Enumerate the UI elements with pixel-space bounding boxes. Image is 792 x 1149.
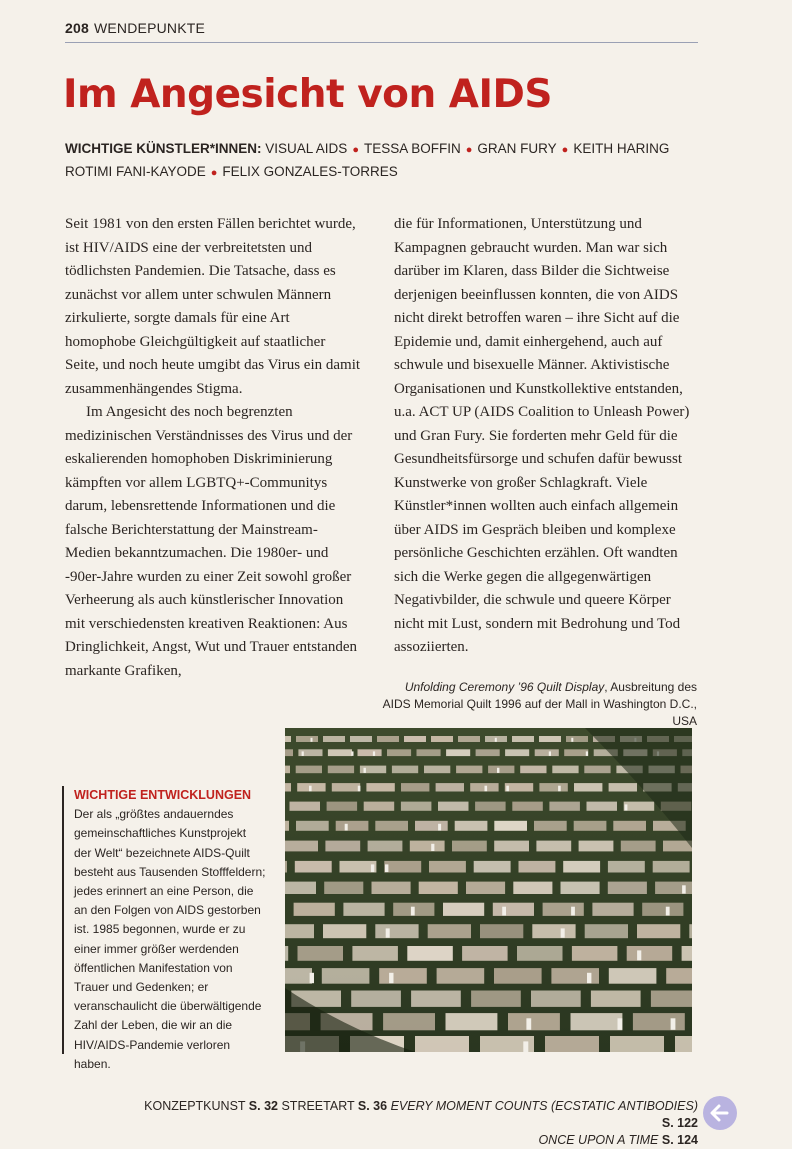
page-header [65, 20, 698, 43]
quilt-panel [352, 946, 398, 961]
quilt-panel [585, 924, 628, 938]
artist-name: KEITH HARING [573, 141, 670, 156]
artwork-title: Unfolding Ceremony ’96 Quilt Display [404, 680, 605, 694]
quilt-panel [285, 882, 316, 894]
quilt-panel [470, 783, 498, 791]
quilt-panel [517, 946, 563, 961]
quilt-panel [443, 903, 484, 916]
cross-reference-line-1 [138, 1098, 698, 1132]
quilt-panel [552, 766, 578, 774]
visitor-figure [371, 864, 374, 872]
visitor-figure [625, 804, 628, 810]
visitor-figure [526, 1018, 531, 1030]
quilt-panel [475, 802, 506, 811]
quilt-panel [566, 736, 588, 742]
bullet-separator: ● [210, 167, 218, 179]
quilt-panel [384, 861, 421, 873]
quilt-panel [513, 882, 552, 894]
cross-reference-link[interactable]: ONCE UPON A TIME [538, 1133, 659, 1147]
quilt-panel [512, 802, 543, 811]
visitor-figure [438, 824, 441, 831]
visitor-figure [373, 751, 375, 756]
quilt-panel [551, 968, 599, 984]
visitor-figure [523, 1041, 528, 1052]
quilt-panel [675, 1036, 692, 1052]
quilt-panel [285, 749, 293, 756]
quilt-panel [428, 924, 471, 938]
quilt-panel [505, 749, 529, 756]
quilt-panel [298, 946, 344, 961]
quilt-panel [285, 736, 291, 742]
quilt-panel [366, 783, 394, 791]
visitor-figure [386, 928, 390, 937]
quilt-panel [323, 736, 345, 742]
visitor-figure [586, 751, 588, 756]
key-artists-line-1 [65, 138, 705, 161]
quilt-panel [368, 841, 403, 852]
quilt-panel [608, 882, 647, 894]
quilt-panel [488, 766, 514, 774]
quilt-panel [372, 882, 411, 894]
quilt-panel [584, 766, 610, 774]
quilt-panel [415, 1036, 469, 1052]
quilt-panel [610, 1036, 664, 1052]
section-name: WENDEPUNKTE [93, 20, 206, 36]
visitor-figure [571, 738, 573, 742]
page-number: 208 [65, 20, 89, 36]
quilt-panel [410, 841, 445, 852]
key-artists [65, 138, 705, 184]
quilt-panel [494, 968, 542, 984]
body-paragraph: die für Informationen, Unterstützung und Kampagnen gebraucht wurden. Man war sich darüber im Klaren, dass Bilder die Sichtweise derjenigen beeinflussen konnten, die von AIDS nicht direkt betroffen waren – ihre Sicht auf die Epidemie und, damit einhergehend, auch auf schwule und bisexuelle Männer. Aktivistische Organisationen und Kunstkollektive entstanden, u.a. ACT UP (AIDS Coalition to Unleash Power) und Gran Fury. Sie forderten mehr Geld für die Gesundheitsfürsorge und schufen dafür bewusst Kunstwerke von großer Schlagkraft. Viele Künstler*innen wollten auch einfach allgemein über AIDS im Gespräch bleiben und komplexe persönliche Geschichten erzählen. Oft wandten sich die Werke gegen die allgegenwärtigen Negativbilder, die schwule und queere Körper nicht mit Lust, sondern mit Bedrohung und Tod assoziierten. [394, 216, 690, 655]
quilt-panel [627, 946, 673, 961]
quilt-panel [493, 903, 534, 916]
quilt-panel [642, 903, 683, 916]
quilt-panel [531, 991, 581, 1007]
key-developments-title: WICHTIGE ENTWICKLUNGEN [74, 788, 252, 802]
quilt-panel [285, 783, 291, 791]
visitor-figure [682, 885, 686, 893]
caption-text: , Ausbreitung des AIDS Memorial Quilt 1996 auf der Mall in Washington D.C., USA [382, 680, 697, 728]
quilt-panel [436, 783, 464, 791]
quilt-panel [655, 882, 692, 894]
quilt-panel [296, 821, 329, 831]
visitor-figure [561, 928, 565, 937]
artist-name: FELIX GONZALES-TORRES [222, 164, 398, 179]
quilt-panel [609, 968, 657, 984]
quilt-panel [508, 1013, 560, 1030]
artist-name: VISUAL AIDS [265, 141, 348, 156]
cross-reference-link[interactable]: KONZEPTKUNST [144, 1099, 246, 1113]
body-column-right [394, 213, 690, 660]
quilt-panel [564, 749, 588, 756]
quilt-panel [653, 861, 690, 873]
quilt-panel [364, 802, 395, 811]
quilt-panel [545, 1036, 599, 1052]
quilt-panel [591, 991, 641, 1007]
quilt-panel [350, 736, 372, 742]
quilt-panel [323, 924, 366, 938]
photo-caption [380, 679, 697, 730]
cross-reference-page[interactable]: S. 32 [248, 1099, 278, 1113]
body-paragraph: Im Angesicht des noch begrenzten medizinischen Verständnisses des Virus und der eskalierenden homophoben Diskriminierung kämpften vor allem LGBTQ+-Communitys darum, lebensrettende Informationen und die falsche Berichterstattung der Mainstream-Medien bekanntzumachen. Die 1980er- und -90er-Jahre wurden zu einer Zeit sowohl großer Verheerung als auch künstlerischer Innovation mit verschiedensten kreativen Reaktionen: Aus Dringlichkeit, Angst, Wut und Trauer entstanden markante Grafiken, [65, 404, 358, 679]
quilt-panel [455, 821, 488, 831]
visitor-figure [302, 751, 304, 756]
visitor-figure [351, 751, 353, 756]
quilt-panel [682, 946, 692, 961]
visitor-figure [495, 738, 497, 742]
bullet-separator: ● [561, 144, 569, 156]
quilt-panel [505, 783, 533, 791]
quilt-panel [404, 736, 426, 742]
quilt-panel [512, 736, 534, 742]
quilt-panel [324, 882, 363, 894]
quilt-panel [419, 882, 458, 894]
quilt-panel [452, 841, 487, 852]
key-developments-text: Der als „größtes andauerndes gemeinschaftliches Kunstprojekt der Welt“ bezeichnete AIDS-Quilt besteht aus Tausenden Stofffeldern; jedes erinnert an eine Person, die an den Folgen von AIDS gestorben ist. 1985 begonnen, wurde er zu einer immer größer werdenden öffentlichen Manifestation von Trauer und Gedenken; er veranschaulicht die überwältigende Zahl der Leben, die wir an die HIV/AIDS-Pandemie verloren haben. [74, 807, 266, 1071]
visitor-figure [311, 738, 313, 742]
artist-name: GRAN FURY [477, 141, 557, 156]
visitor-figure [637, 950, 641, 960]
quilt-panel [458, 736, 480, 742]
key-artists-label: WICHTIGE KÜNSTLER*INNEN: [65, 141, 262, 156]
arrow-left-icon [703, 1096, 737, 1130]
quilt-panel [689, 924, 692, 938]
quilt-panel [340, 861, 377, 873]
quilt-panel [572, 946, 618, 961]
body-paragraph: Seit 1981 von den ersten Fällen berichtet wurde, ist HIV/AIDS eine der verbreitetsten und tödlichsten Pandemien. Die Tatsache, dass es zunächst vor allem unter schwulen Männern zirkulierte, sorgte damals für eine Art homophobe Gleichgültigkeit auf staatlicher Seite, und noch heute umgibt das Virus ein damit zusammenhängendes Stigma. [65, 216, 361, 397]
quilt-panel [494, 821, 527, 831]
quilt-panel [379, 968, 427, 984]
quilt-panel [296, 766, 322, 774]
quilt-panel [327, 802, 358, 811]
quilt-panel [536, 841, 571, 852]
quilt-panel [429, 861, 466, 873]
quilt-panel [666, 968, 692, 984]
quilt-panel [456, 766, 482, 774]
quilt-panel [543, 903, 584, 916]
quilt-panel [494, 841, 529, 852]
quilt-panel [407, 946, 453, 961]
quilt-panel [285, 766, 290, 774]
quilt-panel [290, 802, 321, 811]
quilt-panel [539, 783, 567, 791]
quilt-panel [295, 861, 332, 873]
visitor-figure [431, 844, 434, 851]
quilt-panel [519, 861, 556, 873]
quilt-panel [621, 841, 656, 852]
visitor-figure [310, 973, 314, 983]
cross-reference-link[interactable]: STREETART [281, 1099, 355, 1113]
artist-name: TESSA BOFFIN [363, 141, 461, 156]
quilt-panel [285, 861, 287, 873]
quilt-panel [401, 802, 432, 811]
quilt-panel [520, 766, 546, 774]
body-column-left [65, 213, 361, 683]
quilt-panel [534, 821, 567, 831]
quilt-panel [358, 749, 382, 756]
cross-reference-link[interactable]: EVERY MOMENT COUNTS (ECSTATIC ANTIBODIES) [390, 1099, 698, 1113]
visitor-figure [502, 907, 506, 916]
quilt-panel [325, 841, 360, 852]
cross-reference-line-2 [138, 1132, 698, 1149]
quilt-panel [579, 841, 614, 852]
quilt-display-photo [285, 728, 692, 1052]
visitor-figure [671, 1018, 676, 1030]
quilt-panel [375, 821, 408, 831]
cross-reference-page[interactable]: S. 122 [661, 1116, 698, 1130]
visitor-figure [618, 1018, 623, 1030]
quilt-panel [383, 1013, 435, 1030]
visitor-figure [358, 786, 361, 792]
bullet-separator: ● [465, 144, 473, 156]
quilt-panel [417, 749, 441, 756]
quilt-panel [351, 991, 401, 1007]
quilt-panel [571, 1013, 623, 1030]
visitor-figure [411, 907, 415, 916]
quilt-panel [476, 749, 500, 756]
quilt-panel [392, 766, 418, 774]
quilt-panel [561, 882, 600, 894]
quilt-panel [294, 903, 335, 916]
bullet-separator: ● [352, 144, 359, 156]
quilt-panel [387, 749, 411, 756]
quilt-panel [637, 924, 680, 938]
quilt-panel [328, 766, 354, 774]
visitor-figure [385, 864, 388, 872]
quilt-panel [462, 946, 508, 961]
quilt-panel [411, 991, 461, 1007]
visitor-figure [666, 907, 670, 916]
visitor-figure [571, 907, 575, 916]
quilt-panel [375, 924, 418, 938]
key-artists-line-2 [65, 161, 705, 184]
page-title: Im Angesicht von AIDS [63, 72, 552, 117]
quilt-panel [285, 968, 312, 984]
quilt-panel [532, 924, 575, 938]
quilt-panel [285, 946, 288, 961]
visitor-figure [549, 751, 551, 756]
quilt-panel [401, 783, 429, 791]
quilt-panel [437, 968, 485, 984]
quilt-panel [285, 821, 289, 831]
artist-name: ROTIMI FANI-KAYODE [65, 164, 206, 179]
cross-references [138, 1098, 698, 1149]
quilt-panel [480, 924, 523, 938]
quilt-panel [446, 1013, 498, 1030]
quilt-panel [474, 861, 511, 873]
quilt-panel [539, 736, 561, 742]
quilt-panel [535, 749, 559, 756]
quilt-panel [431, 736, 453, 742]
quilt-panel [651, 991, 692, 1007]
quilt-panel [377, 736, 399, 742]
quilt-panel [471, 991, 521, 1007]
quilt-panel [285, 841, 318, 852]
back-button[interactable] [703, 1096, 737, 1130]
visitor-figure [485, 786, 488, 792]
quilt-panel [296, 736, 318, 742]
quilt-panel [587, 802, 618, 811]
quilt-panel [609, 783, 637, 791]
quilt-panel [574, 783, 602, 791]
cross-reference-page[interactable]: S. 124 [661, 1133, 698, 1147]
visitor-figure [364, 768, 366, 773]
quilt-panel [424, 766, 450, 774]
visitor-figure [309, 786, 312, 792]
quilt-panel [608, 861, 645, 873]
quilt-panel [446, 749, 470, 756]
visitor-figure [506, 786, 509, 792]
quilt-panel [343, 903, 384, 916]
key-developments-box [62, 786, 266, 1071]
quilt-panel [285, 924, 314, 938]
quilt-panel [328, 749, 352, 756]
quilt-panel [415, 821, 448, 831]
visitor-figure [345, 824, 348, 831]
quilt-panel [574, 821, 607, 831]
quilt-panel [563, 861, 600, 873]
visitor-figure [587, 973, 591, 983]
quilt-panel [613, 821, 646, 831]
visitor-figure [497, 768, 499, 773]
visitor-figure [558, 786, 561, 792]
quilt-panel [624, 802, 655, 811]
quilt-panel [332, 783, 360, 791]
quilt-panel [466, 882, 505, 894]
quilt-panel [322, 968, 370, 984]
quilt-panel [633, 1013, 685, 1030]
quilt-photo-illustration [285, 728, 692, 1052]
quilt-panel [438, 802, 469, 811]
quilt-panel [336, 821, 369, 831]
visitor-figure [389, 973, 393, 983]
quilt-panel [549, 802, 580, 811]
quilt-panel [592, 903, 633, 916]
cross-reference-page[interactable]: S. 36 [357, 1099, 388, 1113]
